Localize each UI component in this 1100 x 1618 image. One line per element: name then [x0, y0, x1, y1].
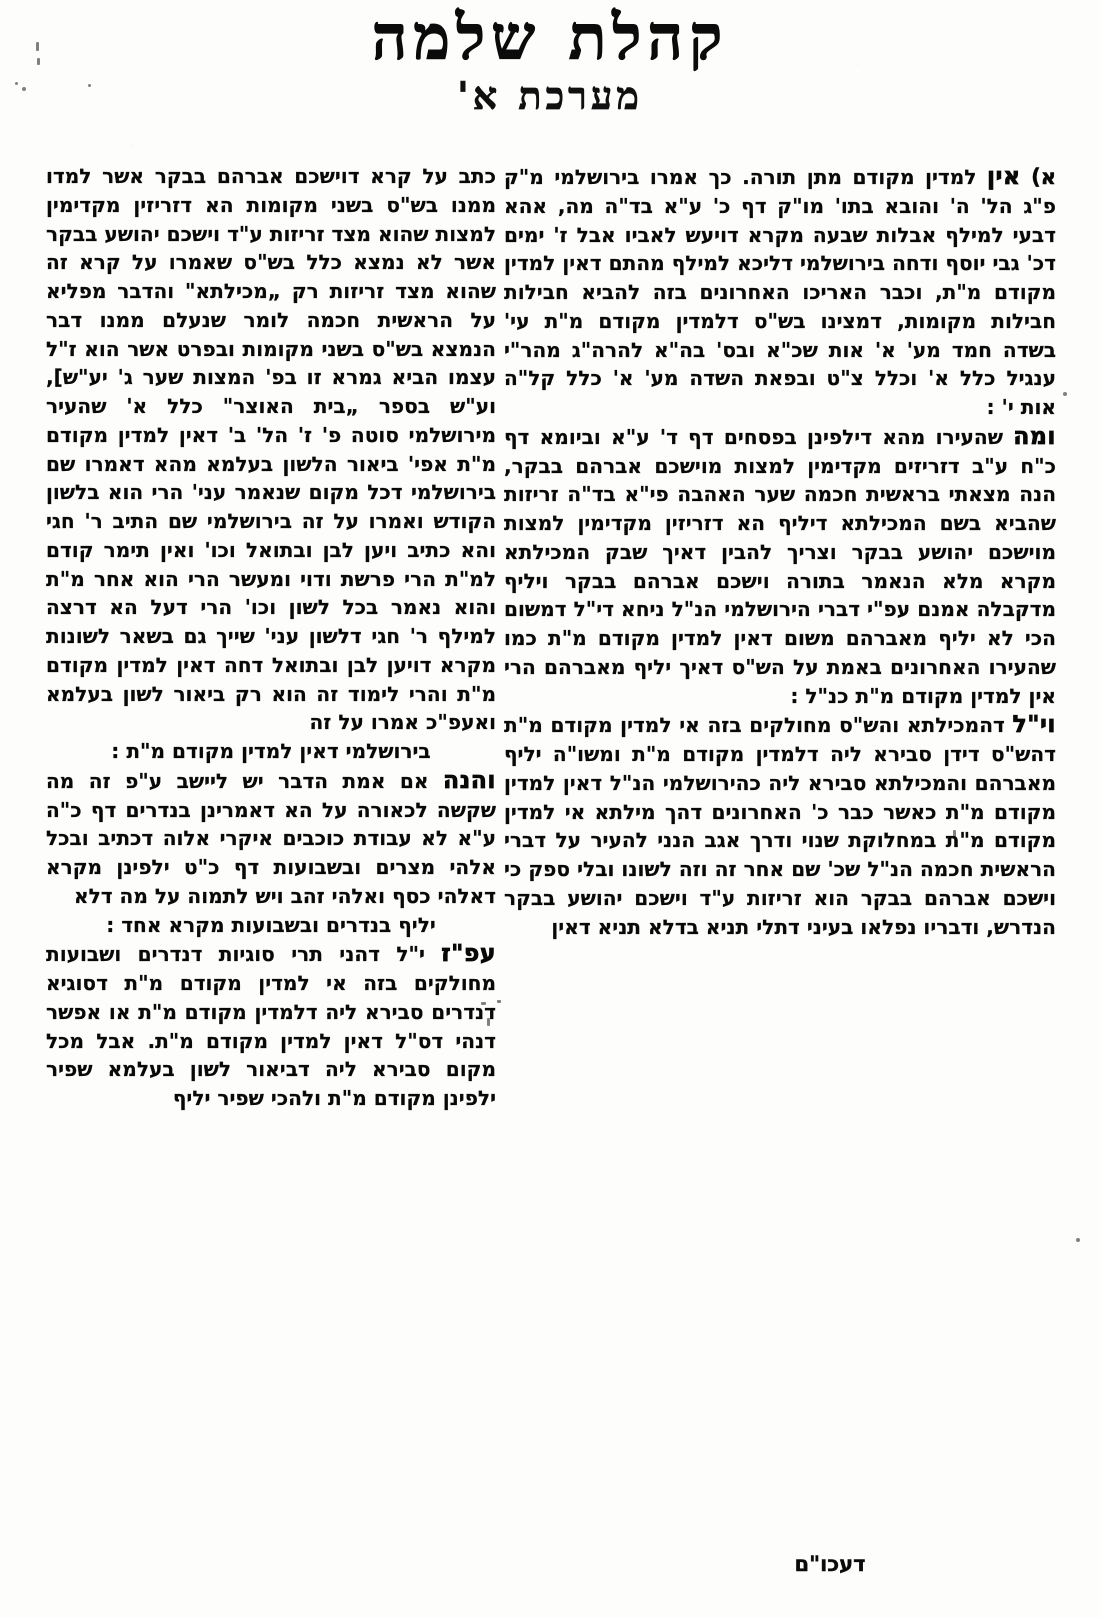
paragraph-lead-word: אין [986, 162, 1021, 190]
paragraph-block [46, 162, 496, 737]
paragraph-text: שהעירו מהא דילפינן בפסחים דף ד' ע"א וביומא דף כ"ח ע"ב דזריזים מקדימין למצות מוישכם אברהם בבקר, הנה מצאתי בראשית חכמה שער האהבה פי"א בד"ה זריזות שהביא בשם המכילתא דיליף הא דזריזין מקדימין למצות מוישכם יהושע בבקר וצריך להבין דאיך שבק המכילתא מקרא מלא הנאמר בתורה וישכם אברהם בבקר ויליף מדקבלה אמנם עפ"י דברי הירושלמי הנ"ל ניחא די"ל דמשום הכי לא יליף מאברהם משום דאין למדין מקודם מ"ת כמו שהעירו האחרונים באמת על הש"ס דאיך יליף מאברהם הרי אין למדין מקודם מ"ת כנ"ל : [504, 424, 1056, 708]
section-title: מערכת א' [457, 73, 643, 119]
paragraph-text: אם אמת הדבר יש ליישב ע"פ זה מה שקשה לכאורה על הא דאמרינן בנדרים דף כ"ה ע"א לא עבודת כוכבים איקרי אלוה דכתיב ובכל אלהי מצרים ובשבועות דף כ"ט ילפינן מקרא דאלהי כסף ואלהי זהב ויש לתמוה על מה דלא [46, 768, 496, 908]
paragraph-lead-word: וי"ל [1012, 710, 1056, 739]
paragraph-lead-word: והנה [442, 765, 496, 794]
paragraph-block [46, 766, 496, 911]
paragraph-block [504, 162, 1056, 422]
catchword-text: דעכו"ם [794, 1552, 866, 1576]
paragraph-closing-line [46, 911, 496, 940]
paragraph-text: דהמכילתא והש"ס מחולקים בזה אי למדין מקודם מ"ת דהש"ס דידן סבירא ליה דלמדין מקודם מ"ת ומשו"ה יליף מאברהם והמכילתא סבירא ליה כהירושלמי הנ"ל דאין למדין מקודם מ"ת כאשר כבר כ' האחרונים דהך מילתא אי למדין מקודם מ"ת במחלוקת שנוי ודרך אגב הנני להעיר על דברי הראשית חכמה הנ"ל שכ' שם אחר זה וזה לשונו ובלי ספק כי וישכם אברהם בבקר הוא זריזות ע"ד וישכם יהושע בבקר הנדרש, ודבריו נפלאו בעיני דתלי תניא בדלא תניא דאין [504, 713, 1056, 939]
paragraph-text: יליף בנדרים ובשבועות מקרא אחד : [106, 912, 436, 937]
paragraph-block [504, 422, 1056, 711]
paragraph-text: למדין מקודם מתן תורה. כך אמרו בירושלמי מ"ק פ"ג הל' ה' והובא בתו' מו"ק דף כ' ע"א בד"ה מה, אהא דבעי למילף אבלות שבעה מקרא דויעש לאביו אבל ז' ימים דכ' גבי יוסף ודחה בירושלמי דליכא למילף מהתם דאין למדין מקודם מ"ת, וכבר האריכו האחרונים בזה להביא חבילות חבילות מקומות, דמצינו בש"ס דלמדין מקודם מ"ת עי' בשדה חמד מע' א' אות שכ"א ובס' בה"א להרה"ג מהר"י ענגיל כלל א' וכלל צ"ט ובפאת השדה מע' א' כלל קל"ה אות י' : [504, 165, 1056, 419]
catchword [0, 1552, 1100, 1576]
paragraph-block [504, 710, 1056, 941]
paragraph-text: י"ל דהני תרי סוגיות דנדרים ושבועות מחולקים בזה אי למדין מקודם מ"ת דסוגיא דנדרים סבירא ליה דלמדין מקודם מ"ת או אפשר דנהי דס"ל דאין למדין מקודם מ"ת. אבל מכל מקום סבירא ליה דביאור לשון בעלמא שפיר ילפינן מקודם מ"ת ולהכי שפיר יליף [46, 942, 496, 1110]
paragraph-lead-word: עפ"ז [441, 939, 497, 968]
paragraph-block [46, 939, 496, 1113]
text-column-right [504, 162, 1056, 941]
paragraph-text: כתב על קרא דוישכם אברהם בבקר אשר למדו ממנו בש"ס בשני מקומות הא דזריזין מקדימין למצות שהוא מצד זריזות ע"ד וישכם יהושע בבקר אשר לא נמצא כלל בש"ס שאמרו על קרא זה שהוא מצד זריזות רק „מכילתא" והדבר מפליא על הראשית חכמה לומר שנעלם ממנו דבר הנמצא בש"ס בשני מקומות ובפרט אשר הוא ז"ל עצמו הביא גמרא זו בפ' המצות שער ג' יע"ש], וע"ש בספר „בית האוצר" כלל א' שהעיר מירושלמי סוטה פ' ז' הל' ב' דאין למדין מקודם מ"ת אפי' ביאור הלשון בעלמא מהא דאמרו שם בירושלמי דכל מקום שנאמר עני' הרי הוא בלשון הקודש ואמרו על זה בירושלמי שם התיב ר' חגי והא כתיב ויען לבן ובתואל וכו' ואין תימר קודם למ"ת הרי פרשת ודוי ומעשר הרי הוא אחר מ"ת והוא נאמר בכל לשון וכו' הרי דעל הא דרצה למילף ר' חגי דלשון עני' שייך גם בשאר לשונות מקרא דויען לבן ובתואל דחה דאין למדין מקודם מ"ת והרי לימוד זה הוא רק ביאור לשון בעלמא ואעפ"כ אמרו על זה [46, 164, 496, 735]
two-column-body [0, 162, 1100, 1562]
paragraph-closing-line [46, 737, 496, 766]
paragraph-text: בירושלמי דאין למדין מקודם מ"ת : [111, 739, 431, 763]
masthead [0, 0, 1100, 119]
page-title: קהלת שלמה [371, 1, 729, 74]
text-column-left [46, 162, 496, 1113]
paragraph-marker: א) [1031, 165, 1056, 189]
paragraph-lead-word: ומה [1013, 421, 1056, 450]
